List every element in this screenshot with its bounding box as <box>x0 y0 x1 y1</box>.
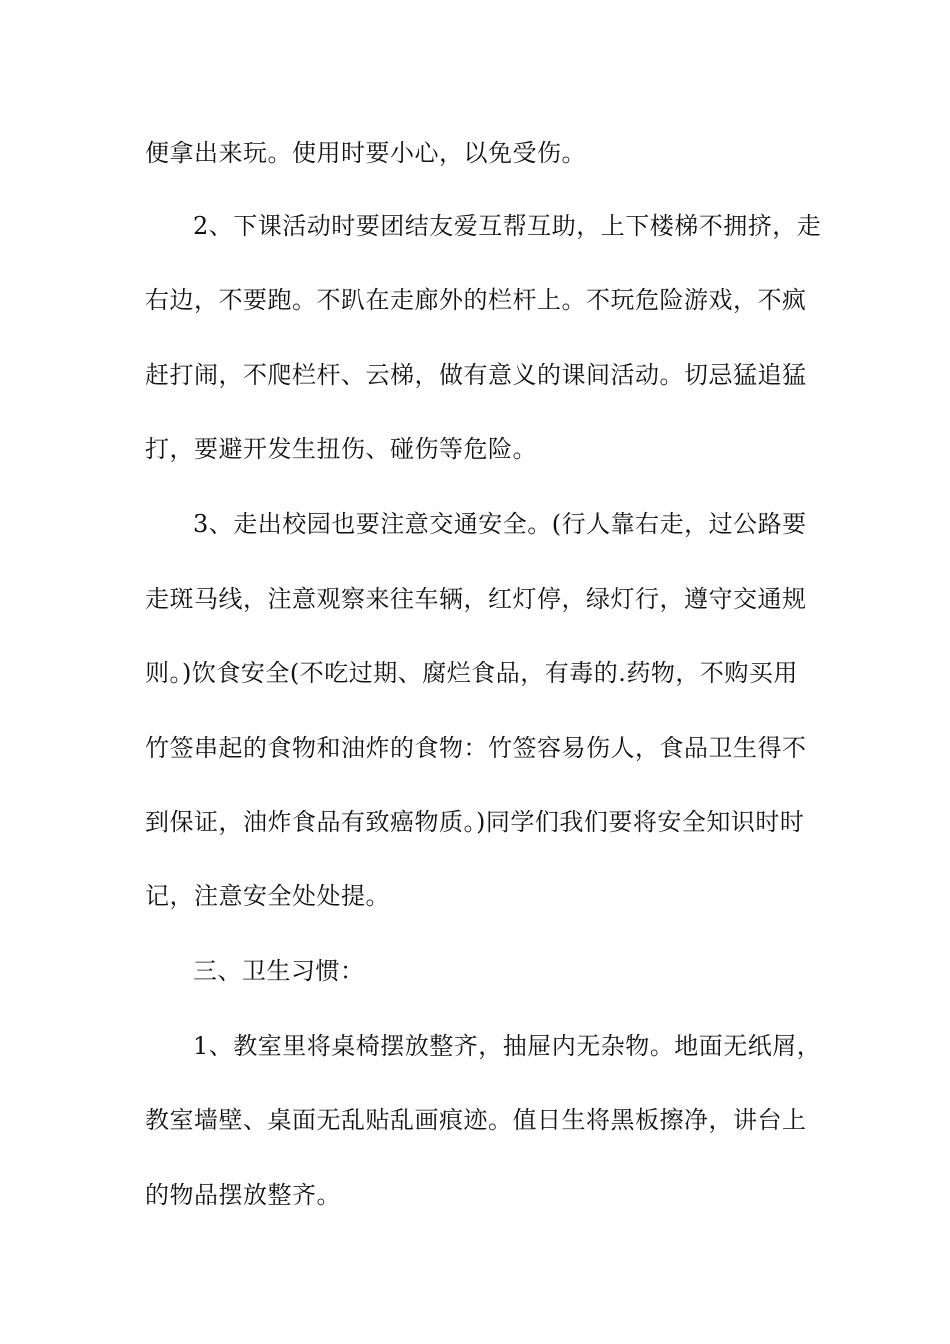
text-line: 竹签串起的食物和油炸的食物：竹签容易伤人，食品卫生得不 <box>145 734 807 762</box>
text-line: 到保证，油炸食品有致癌物质。)同学们我们要将安全知识时时 <box>145 808 805 836</box>
text-line: 2、下课活动时要团结友爱互帮互助，上下楼梯不拥挤，走 <box>193 212 822 240</box>
text-line: 则。)饮食安全(不吃过期、腐烂食品，有毒的.药物，不购买用 <box>145 659 798 687</box>
text-line: 走斑马线，注意观察来往车辆，红灯停，绿灯行，遵守交通规 <box>145 585 807 613</box>
text-line: 记，注意安全处处提。 <box>145 882 390 910</box>
text-line: 打，要避开发生扭伤、碰伤等危险。 <box>145 435 537 463</box>
text-line: 的物品摆放整齐。 <box>145 1181 341 1209</box>
text-line: 1、教室里将桌椅摆放整齐，抽屉内无杂物。地面无纸屑， <box>193 1032 822 1060</box>
text-line: 右边，不要跑。不趴在走廊外的栏杆上。不玩危险游戏，不疯 <box>145 286 807 314</box>
text-line: 赶打闹，不爬栏杆、云梯，做有意义的课间活动。切忌猛追猛 <box>145 361 807 389</box>
text-line: 教室墙壁、桌面无乱贴乱画痕迹。值日生将黑板擦净，讲台上 <box>145 1106 807 1134</box>
text-line: 便拿出来玩。使用时要小心，以免受伤。 <box>145 139 586 167</box>
section-heading: 三、卫生习惯： <box>193 957 365 985</box>
text-line: 3、走出校园也要注意交通安全。(行人靠右走，过公路要 <box>193 510 807 538</box>
